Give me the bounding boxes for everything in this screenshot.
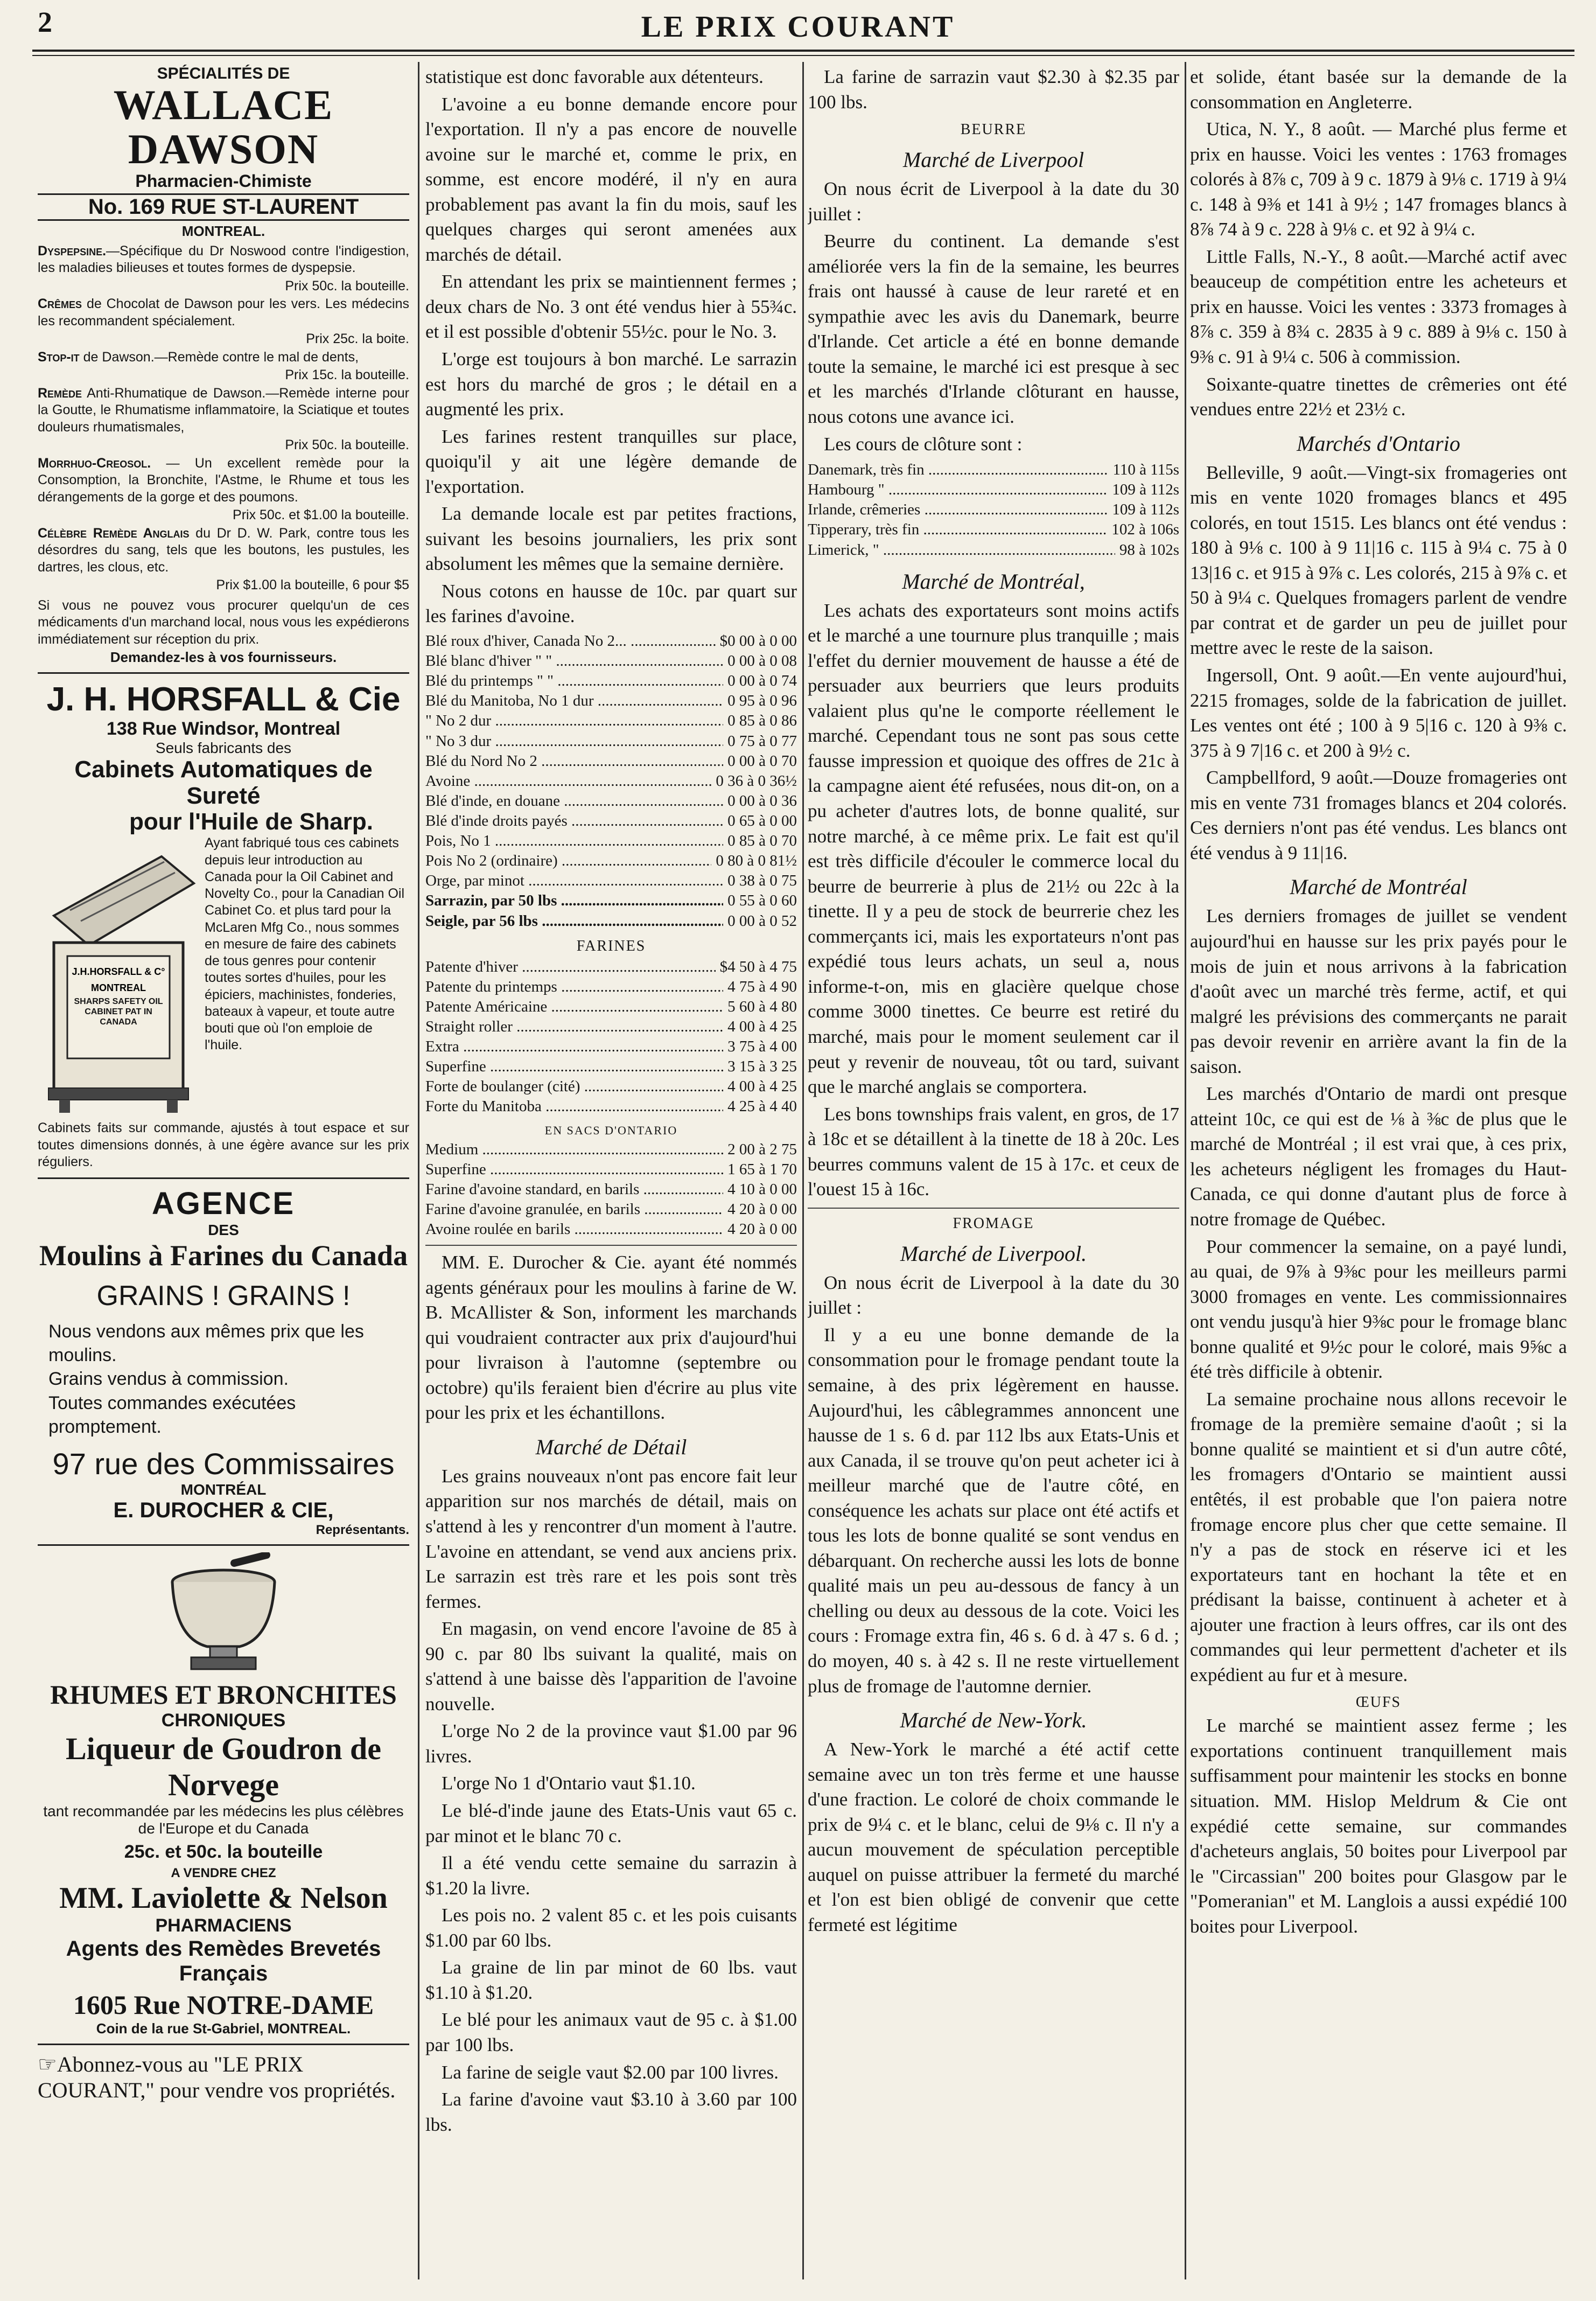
ad-desc: tant recommandée par les médecins les plus célèbres de l'Europe et du Canada [43,1803,404,1837]
paragraph: Soixante-quatre tinettes de crêmeries ont été vendues entre 22½ et 23½ c. [1190,373,1567,420]
price-row: Limerick, " ..... 98 à 102s [808,540,1179,560]
paragraph: L'orge No 1 d'Ontario vaut $1.10. [442,1773,696,1794]
price-row: Superfine ..... 3 15 à 3 25 [425,1057,797,1077]
paragraph: Il a été vendu cette semaine du sarrazin à $1.20 la livre. [425,1852,797,1899]
ad-laviolette [38,1552,409,2037]
cabinet-label: MONTREAL [91,982,146,994]
ad-address: 1605 Rue NOTRE-DAME [73,1990,374,2020]
ad-price: 25c. et 50c. la bouteille [124,1842,323,1863]
ad-line: Grains vendus à commission. [48,1369,289,1390]
remedy-item: Crêmes de Chocolat de Dawson pour les vers. Les médecins les recommandent spécialement. [38,296,409,329]
price-row: Blé d'inde droits payés ..... 0 65 à 0 00 [425,811,797,831]
column-divider [418,62,419,2279]
ad-agents: Agents des Remèdes Brevetés Français [66,1937,381,1986]
price-row: Irlande, crêmeries ..... 109 à 112s [808,500,1179,520]
paragraph: L'orge No 2 de la province vaut $1.00 par 96 livres. [425,1720,797,1767]
paragraph: La graine de lin par minot de 60 lbs. vaut $1.10 à $1.20. [425,1957,797,2003]
paragraph: Les grains nouveaux n'ont pas encore fait leur apparition sur nos marchés de détail, mais on s'attend à les y rencontrer d'un moment à l'autre. L'avoine en attendant, se vend aux anciens prix. Le sarrazin est très rare et les pois sont très fermes. [425,1465,797,1612]
price-row: Hambourg " ..... 109 à 112s [808,480,1179,500]
price-row: " No 3 dur ..... 0 75 à 0 77 [425,731,797,751]
ad-product: Liqueur de Goudron de Norvege [65,1731,382,1802]
paragraph: Les pois no. 2 valent 85 c. et les pois cuisants $1.00 par 60 lbs. [425,1905,797,1951]
remedy-item: Dyspepsine.—Spécifique du Dr Noswood contre l'indigestion, les maladies bilieuses et toutes formes de dyspepsie. [38,243,409,276]
section-heading: BEURRE [960,121,1027,138]
paragraph: En magasin, on vend encore l'avoine de 85 à 90 c. par 80 lbs suivant la qualité, mais on s'attend à une baisse dès l'apparition de l'avoine nouvelle. [425,1618,797,1714]
paragraph: Le blé pour les animaux vaut de 95 c. à $1.00 par 100 lbs. [425,2009,797,2055]
price-row: Seigle, par 56 lbs ..... 0 00 à 0 52 [425,911,797,931]
price-row: " No 2 dur ..... 0 85 à 0 86 [425,711,797,731]
paragraph: Nous cotons en hausse de 10c. par quart sur les farines d'avoine. [425,580,797,627]
ad-product: Cabinets Automatiques de Sureté [74,756,373,809]
ad-title: AGENCE [151,1186,296,1221]
price-row: Blé blanc d'hiver " " ..... 0 00 à 0 08 [425,651,797,671]
price-row: Extra ..... 3 75 à 4 00 [425,1037,797,1057]
price-row: Farine d'avoine granulée, en barils ..... 4 20 à 0 00 [425,1200,797,1219]
ad-tagline: Seuls fabricants des [155,740,292,757]
price-row: Sarrazin, par 50 lbs ..... 0 55 à 0 60 [425,891,797,911]
ad-product-line2: pour l'Huile de Sharp. [129,808,373,835]
ad-wallace-dawson [38,65,409,666]
remedy-item: Stop-it de Dawson.—Remède contre le mal de dents, [38,349,359,365]
section-heading: FARINES [576,937,646,954]
price-row: Medium ..... 2 00 à 2 75 [425,1140,797,1160]
price-row: Straight roller ..... 4 00 à 4 25 [425,1017,797,1037]
grain-price-table [425,631,797,931]
cabinet-label: J.H.HORSFALL & C° [72,966,165,978]
paragraph: Campbellford, 9 août.—Douze fromageries ont mis en vente 731 fromages blancs et 204 colorés. Ces derniers n'ont pas été vendus. Les blancs ont été vendus à 9 11|16. [1190,767,1567,863]
price-row: Pois, No 1 ..... 0 85 à 0 70 [425,831,797,851]
section-heading: Marchés d'Ontario [1297,431,1460,456]
flour-price-table [425,957,797,1117]
paragraph: Les cours de clôture sont : [824,433,1023,455]
ad-address: 97 rue des Commissaires [52,1446,395,1481]
section-heading: Marché de Liverpool [902,148,1084,172]
price-row: Blé du Nord No 2 ..... 0 00 à 0 70 [425,751,797,771]
ad-city: MONTRÉAL [180,1481,267,1498]
remedy-item: Remède Anti-Rhumatique de Dawson.—Remède interne pour la Goutte, le Rhumatisme inflammatoire, la Sciatique et toutes douleurs rhumatismales, [38,385,409,435]
paragraph: statistique est donc favorable aux détenteurs. [425,66,764,87]
ads-column [38,65,409,2279]
section-heading: ŒUFS [1355,1694,1402,1711]
oil-cabinet-illustration [38,835,199,1118]
section-heading: FROMAGE [953,1215,1034,1232]
section-heading: Marché de New-York. [900,1708,1087,1733]
ad-note: Si vous ne pouvez vous procurer quelqu'un de ces médicaments d'un marchand local, nous vous les expédierons immédiatement sur réception du prix. [38,597,409,647]
ad-title-sub: CHRONIQUES [161,1710,286,1731]
mortar-pestle-illustration [38,1552,409,1679]
remedy-price: Prix $1.00 la bouteille, 6 pour $5 [216,577,409,593]
paragraph: Pour commencer la semaine, on a payé lundi, au quai, de 9⅞ à 9⅜c pour les meilleurs parmi 3000 fromages en vente. Les commissionnaires ont vendu jusqu'à hier 9⅜c pour le fromage blanc bonne qualité et 9½c pour le coloré, mais 9⅝c a été très difficile à obtenir. [1190,1236,1567,1383]
ad-firm-name: J. H. HORSFALL & Cie [46,681,401,719]
butter-column [808,65,1179,2279]
subscribe-notice: ☞Abonnez-vous au "LE PRIX COURANT," pour vendre vos propriétés. [38,2052,396,2103]
header-rule-thin [32,55,1574,56]
section-heading: Marché de Montréal, [902,569,1085,594]
paragraph: Beurre du continent. La demande s'est améliorée vers la fin de la semaine, les beurres frais ont haussé à cause de leur rareté et en sympathie avec les avis du Danemark, beurre d'Irlande. Cet article a été en bonne demande toute la semaine, le marché ici est presque à sec et les marchés d'Irlande clôturant en hausse, nous cotons une avance ici. [808,231,1179,428]
ad-role: Représentants. [316,1522,409,1537]
ad-separator [38,1544,409,1546]
section-heading: EN SACS D'ONTARIO [544,1123,678,1137]
paragraph: Le blé-d'inde jaune des Etats-Unis vaut 65 c. par minot et le blanc 70 c. [425,1800,797,1846]
paragraph: L'avoine a eu bonne demande encore pour l'exportation. Il n'y a pas encore de nouvelle avoine sur le marché et, comme le prix, en somme, est encore modéré, il n'y en aura probablement pas avant la fin du mois, sauf les quelques charges qui seront amenées aux marchés de détail. [425,93,797,265]
price-row: Blé d'inde, en douane ..... 0 00 à 0 36 [425,791,797,811]
paragraph: La farine de seigle vaut $2.00 par 100 livres. [442,2061,779,2083]
section-heading: Marché de Détail [535,1434,687,1459]
paragraph: La farine de sarrazin vaut $2.30 à $2.35 par 100 lbs. [808,66,1179,113]
ad-sold: A VENDRE CHEZ [171,1866,276,1881]
paragraph: Les bons townships frais valent, en gros, de 17 à 18c et se détaillent à la tinette de 18 à 20c. Les beurres communs valent de 15 à 17c. et ceux de l'ouest 15 à 16c. [808,1103,1179,1200]
remedy-price: Prix 25c. la boite. [306,331,409,347]
remedy-price: Prix 50c. la bouteille. [285,437,409,453]
ad-role: Pharmacien-Chimiste [135,171,312,191]
paragraph: Ingersoll, Ont. 9 août.—En vente aujourd'hui, 2215 fromages, solde de la fabrication de juillet. Les ventes ont été ; 100 à 9 5|16 c. 120 à 9⅜ c. 375 à 9 7|16 c. et 200 à 9½ c. [1190,665,1567,761]
ad-body-wrap [38,835,409,1118]
ad-address: No. 169 RUE ST-LAURENT [38,193,409,221]
price-row: Danemark, très fin ..... 110 à 115s [808,460,1179,480]
column-divider [802,62,804,2279]
ad-horsfall [38,680,409,1171]
ad-corner: Coin de la rue St-Gabriel, MONTREAL. [96,2020,351,2037]
paragraph: et solide, étant basée sur la demande de la consommation en Angleterre. [1190,66,1567,113]
cabinet-label: SHARPS SAFETY OIL CABINET PAT IN CANADA [74,997,163,1027]
column-divider [1185,62,1186,2279]
ad-grains: GRAINS ! GRAINS ! [96,1280,351,1312]
section-heading: Marché de Liverpool. [900,1241,1087,1266]
price-row: Avoine roulée en barils ..... 4 20 à 0 00 [425,1219,797,1239]
paragraph: Utica, N. Y., 8 août. — Marché plus ferme et prix en hausse. Voici les ventes : 1763 fromages colorés à 8⅞ c, 709 à 9 c. 1879 à 9⅛ c. 1719 à 9¼ c. 148 à 9⅜ et 141 à 9½ ; 147 fromages blancs à 8⅞ 74 à 9 c. 228 à 9⅛ c. et 92 à 9¼ c. [1190,118,1567,240]
price-row: Forte du Manitoba ..... 4 25 à 4 40 [425,1097,797,1117]
ad-separator [38,2044,409,2045]
price-row: Orge, par minot ..... 0 38 à 0 75 [425,871,797,891]
ad-title: RHUMES ET BRONCHITES [50,1679,397,1710]
remedy-item: Célèbre Remède Anglais du Dr D. W. Park, contre tous les désordres du sang, tels que les boutons, les pustules, les dartres, les clous, etc. [38,525,409,575]
remedy-price: Prix 50c. la bouteille. [285,278,409,294]
price-row: Patente d'hiver ..... $4 50 à 4 75 [425,957,797,977]
paragraph: On nous écrit de Liverpool à la date du 30 juillet : [808,178,1179,225]
ad-subtitle: Moulins à Farines du Canada [39,1239,408,1272]
paragraph: Les derniers fromages de juillet se vendent aujourd'hui en hausse sur les prix payés pour le mois de juin et nous arrivons à la fabrication d'août avec un marché très ferme, actif, et qui malgré les prévisions des commerçants ne parait pas devoir revenir en arrière avant la fin de la saison. [1190,905,1567,1077]
price-row: Avoine ..... 0 36 à 0 36½ [425,771,797,791]
price-row: Blé du printemps " " ..... 0 00 à 0 74 [425,671,797,691]
ad-separator [38,1177,409,1179]
price-row: Blé du Manitoba, No 1 dur ..... 0 95 à 0 96 [425,691,797,711]
ad-firm-name: E. DUROCHER & CIE, [113,1498,334,1522]
remedy-price: Prix 15c. la bouteille. [285,367,409,383]
running-title: LE PRIX COURANT [641,10,955,44]
price-row: Superfine ..... 1 65 à 1 70 [425,1160,797,1180]
divider [425,1245,797,1246]
price-row: Patente Américaine ..... 5 60 à 4 80 [425,997,797,1017]
paragraph: La semaine prochaine nous allons recevoir le fromage de la première semaine d'août ; si la bonne qualité se maintient et si d'un autre côté, les fromagers d'Ontario se maintient aussi entêtés, il est probable que l'on paiera notre fromage encore plus cher que cette semaine. Il n'y a pas de stock en réserve ici et les exportateurs tant en hochant la tête et en prédisant la baisse, continuent à acheter et à ajouter une fraction à leurs offres, car ils ont des commandes qui leur permettent d'acheter et ils expédient au fur et à mesure. [1190,1388,1567,1685]
remedy-item: Morrhuo-Creosol. — Un excellent remède pour la Consomption, la Bronchite, l'Astme, le Rhume et tous les dérangements de la gorge et des poumons. [38,455,409,505]
paragraph: Les marchés d'Ontario de mardi ont presque atteint 10c, ce qui est de ⅛ à ⅜c de plus que le marché de Montréal ; il est vrai que, à ces prix, les acheteurs négligent les fromages du Haut-Canada, ce qui donne d'autant plus de force à notre fromage de Québec. [1190,1083,1567,1230]
paragraph: Belleville, 9 août.—Vingt-six fromageries ont mis en vente 1020 fromages blancs et 495 colorés, en tout 1515. Les blancs ont été vendus : 180 à 9⅛ c. 100 à 9 11|16 c. 115 à 9¼ c. 75 à 0 13|16 c. et 915 à 9⅞ c. Les colorés, 215 à 9⅞ c. et 50 à 9¼ c. Quelques fromagers parlent de vendre par contrat et de garder un peu de juillet pour mettre avec le reste de la saison. [1190,462,1567,659]
price-row: Tipperary, très fin ..... 102 à 106s [808,520,1179,540]
ad-line: Toutes commandes exécutées promptement. [48,1392,296,1437]
ad-role: PHARMACIENS [155,1915,292,1936]
ad-cta: Demandez-les à vos fournisseurs. [110,649,337,666]
ad-agence [38,1186,409,1538]
grain-column [425,65,797,2279]
closing-price-table [808,460,1179,560]
ad-body: Ayant fabriqué tous ces cabinets depuis leur introduction au Canada pour la Oil Cabinet and Novelty Co., pour la Canadian Oil Cabinet Co. et plus tard pour la McLaren Mfg Co., nous sommes en mesure de faire des cabinets de tous genres pour contenir toutes sortes d'huiles, pour les épiciers, machinistes, fonderies, bateaux à vapeur, et toute autre bouti que où l'on emploie de l'huile. [205,835,405,1053]
paragraph: Le marché se maintient assez ferme ; les exportations continuent tranquillement mais suffisamment pour maintenir les stocks en bonne situation. MM. Hislop Meldrum & Cie ont expédié cette semaine, sur commandes d'acheteurs anglais, 50 boites pour Liverpool par le "Circassian" 200 boites pour Glasgow par le "Pomeranian" et M. Langlois a aussi expédié 100 boites pour Liverpool. [1190,1715,1567,1937]
paragraph: La demande locale est par petites fractions, suivant les besoins journaliers, les prix sont absolument les mêmes que la semaine dernière. [425,503,797,575]
ad-line: Nous vendons aux mêmes prix que les moulins. [48,1321,364,1366]
remedy-price: Prix 50c. et $1.00 la bouteille. [233,507,409,523]
price-row: Farine d'avoine standard, en barils ..... 4 10 à 0 00 [425,1180,797,1200]
paragraph: La farine d'avoine vaut $3.10 à 3.60 par 100 lbs. [425,2089,797,2135]
cheese-column [1190,65,1567,2279]
bag-price-table [425,1140,797,1240]
paragraph: Les achats des exportateurs sont moins actifs et le marché a une tournure plus tranquille ; mais l'effet du dernier mouvement de hausse a été de persuader aux beurriers que leurs produits valaient plus qu'ne le comporte réellement le marché. Cependant tous ne sont pas sous cette fausse impression et quoique des offres de 21c à la campagne aient été refusées, nous dit-on, on a pu acheter d'autres lots, de bonne qualité, sur notre marché, à ce même prix. Le fait est qu'il est très difficile d'écouler le commerce local du beurre de beurrerie à plus de 21½ ou 22c à la tinette. Il y a peu de stock de beurrerie chez les commerçants ici, mais les exportateurs n'ont pas expédié tous leurs achats, un seul a, nous informe-t-on, mis en glacière quelque chose comme 3000 tinettes. Ce beurre est retiré du marché, mais pour le moment seulement car il peut y revenir de nouveau, tôt ou tard, suivant que le marché anglais se comportera. [808,599,1179,1098]
paragraph: Les farines restent tranquilles sur place, quoiqu'il y ait une légère demande de l'exportation. [425,426,797,497]
page-number: 2 [38,6,52,38]
section-heading: Marché de Montréal [1290,875,1467,900]
paragraph: MM. E. Durocher & Cie. ayant été nommés agents généraux pour les moulins à farine de W. B. McAllister & Son, informent les marchands qui voudraient contracter aux prix d'aujourd'hui pour livraison à l'automne (septembre ou octobre) qu'ils feraient bien d'écrire au plus vite pour les prix et les échantillons. [425,1252,797,1424]
paragraph: Little Falls, N.-Y., 8 août.—Marché actif avec beauceup de compétition entre les acheteurs et prix en hausse. Voici les ventes : 3373 fromages à 8⅞ c. 359 à 8¾ c. 2835 à 9 c. 889 à 9⅛ c. 150 à 9⅜ c. 91 à 9¼ c. 506 à commission. [1190,246,1567,368]
price-row: Pois No 2 (ordinaire) ..... 0 80 à 0 81½ [425,851,797,871]
ad-address: 138 Rue Windsor, Montreal [106,719,341,740]
ad-city: MONTREAL. [181,222,265,239]
ad-firm-name: MM. Laviolette & Nelson [59,1881,388,1915]
paragraph: A New-York le marché a été actif cette semaine avec un ton très ferme et une hausse d'une fraction. Le coloré de choix commande le prix de 9¼ c. et le blanc, celui de 9⅛ c. Il n'y a aucun mouvement de spéculation perceptible auquel on puisse attribuer la fermeté du marché et l'on est bien obligé de convenir que cette fermeté est légitime [808,1739,1179,1935]
price-row: Blé roux d'hiver, Canada No 2... ..... $0 00 à 0 00 [425,631,797,651]
paragraph: L'orge est toujours à bon marché. Le sarrazin est hors du marché de gros ; le détail en a augmenté les prix. [425,348,797,420]
paragraph: Il y a eu une bonne demande de la consommation pour le fromage pendant toute la semaine, à des prix légèrement en hausse. Aujourd'hui, les câblegrammes annoncent une hausse de 1 s. 6 d. par 112 lbs aux Etats-Unis et aux Canada, il se trouve qu'on peut acheter ici à meilleur marché que de l'autre côté, en conséquence les achats sur place ont été actifs et tous les lots de bonne qualité se sont vendus en débarquant. On recherche aussi les lots de bonne qualité mais un peu au-dessous de fancy à un chelling ou deux au dessous de la cote. Voici les cours : Fromage extra fin, 46 s. 6 d. à 47 s. 6 d. ; do moyen, 40 s. à 42 s. Il ne reste virtuellement plus de fromage de l'automne dernier. [808,1324,1179,1697]
ad-kicker: SPÉCIALITÉS DE [157,65,290,82]
ad-des: DES [208,1221,239,1238]
price-row: Patente du printemps ..... 4 75 à 4 90 [425,977,797,997]
ad-separator [38,672,409,674]
paragraph: On nous écrit de Liverpool à la date du 30 juillet : [808,1272,1179,1319]
ad-footer: Cabinets faits sur commande, ajustés à tout espace et sur toutes dimensions donnés, à une égère avance sur les prix réguliers. [38,1120,409,1170]
divider [808,1208,1179,1209]
price-row: Forte de boulanger (cité) ..... 4 00 à 4 25 [425,1077,797,1097]
ad-firm-name: WALLACE DAWSON [113,81,334,172]
paragraph: En attendant les prix se maintiennent fermes ; deux chars de No. 3 ont été vendus hier à 55¾c. et il est possible d'obtenir 55½c. pour le No. 3. [425,271,797,343]
header-rule [32,50,1574,52]
